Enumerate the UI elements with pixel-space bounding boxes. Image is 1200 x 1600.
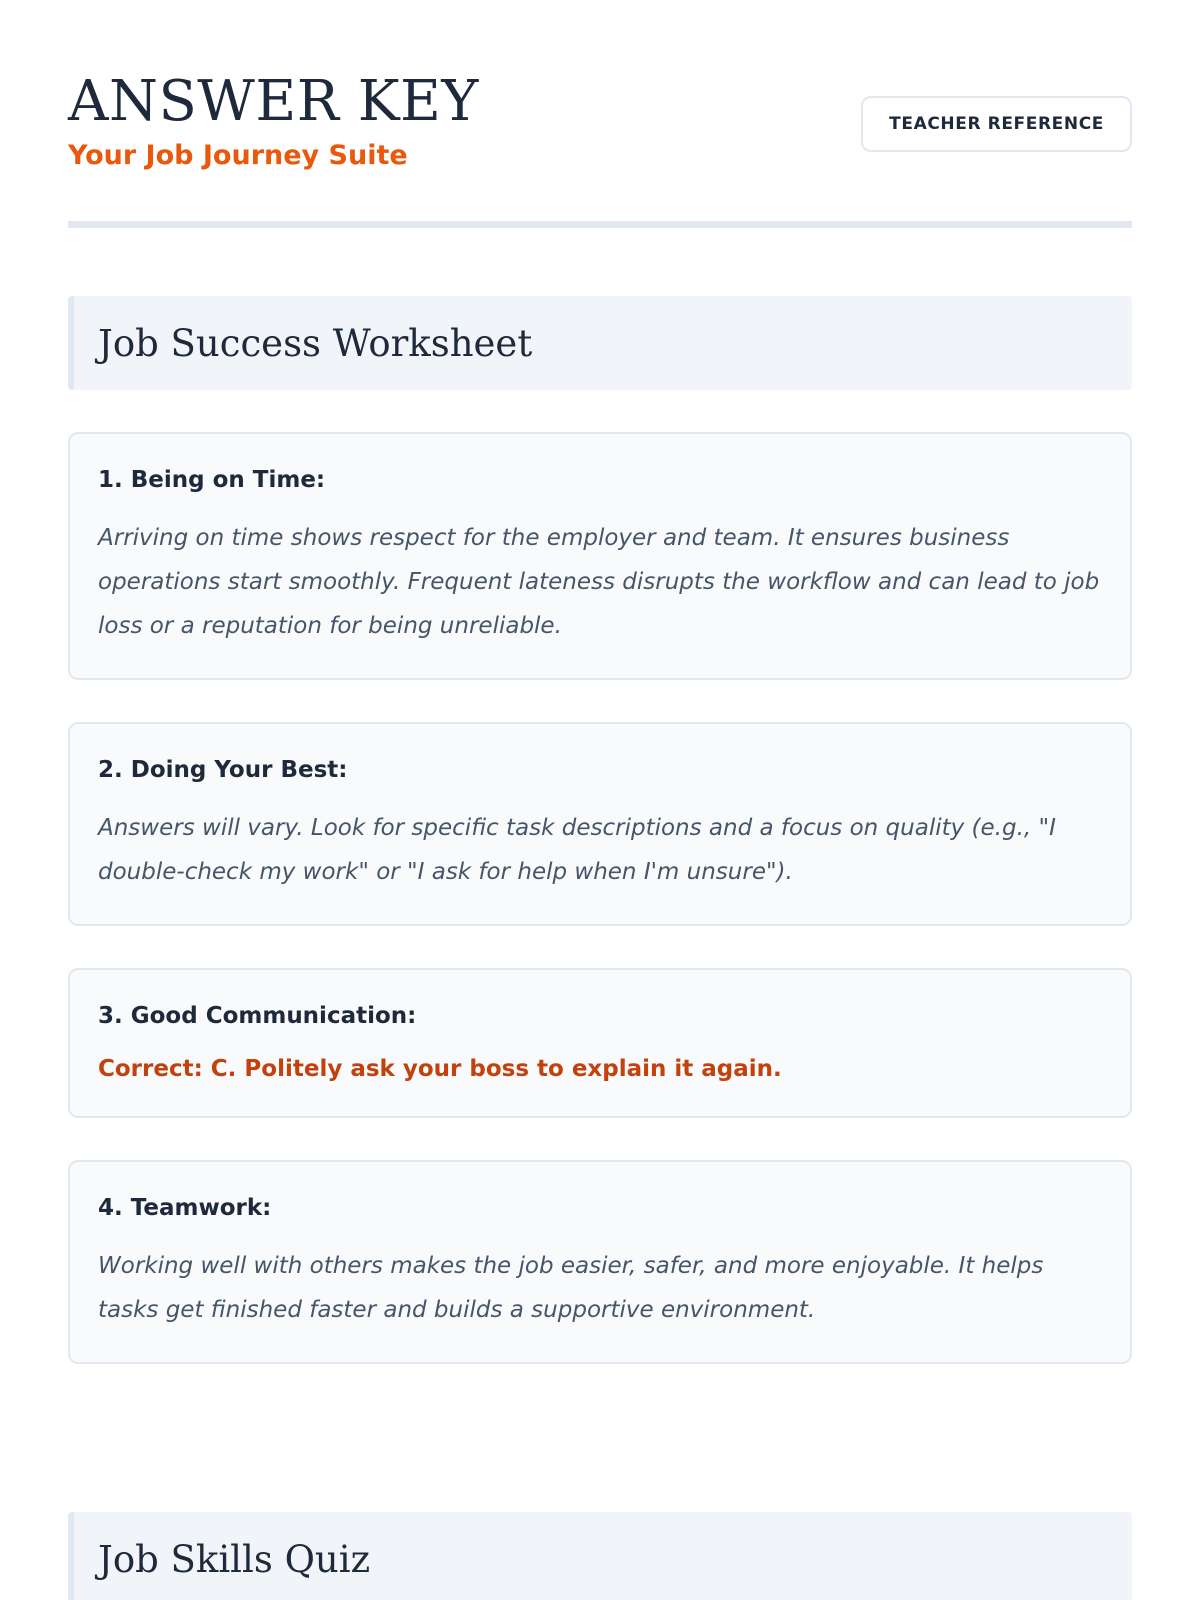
question-label: 2. Doing Your Best: [98,757,348,783]
answer-card-good-communication [68,968,1132,1118]
answer-card-doing-your-best [68,722,1132,926]
answer-card-being-on-time [68,432,1132,680]
page-subtitle: Your Job Journey Suite [68,140,408,171]
answer-text: Arriving on time shows respect for the employer and team. It ensures business operations start smoothly. Frequent lateness disrupts the workflow and can lead to job loss or a reputation for being unreliable. [98,525,1100,639]
answer-card-teamwork [68,1160,1132,1364]
section-heading-job-skills-quiz: Job Skills Quiz [68,1512,1132,1600]
section-heading-job-success-worksheet: Job Success Worksheet [68,296,1132,390]
header-divider [68,221,1132,228]
page-title: ANSWER KEY [68,69,479,134]
page-header [68,0,1132,228]
answer-text: Answers will vary. Look for specific task descriptions and a focus on quality (e.g., "I double-check my work" or "I ask for help when I'm unsure"). [98,815,1056,885]
teacher-reference-badge: TEACHER REFERENCE [861,96,1132,152]
correct-answer-text: Correct: C. Politely ask your boss to explain it again. [98,1056,782,1082]
question-label: 3. Good Communication: [98,1003,417,1029]
question-label: 4. Teamwork: [98,1195,272,1221]
question-label: 1. Being on Time: [98,467,326,493]
worksheet-answers [68,432,1132,1364]
answer-text: Working well with others makes the job easier, safer, and more enjoyable. It helps tasks get finished faster and builds a supportive environment. [98,1253,1044,1323]
